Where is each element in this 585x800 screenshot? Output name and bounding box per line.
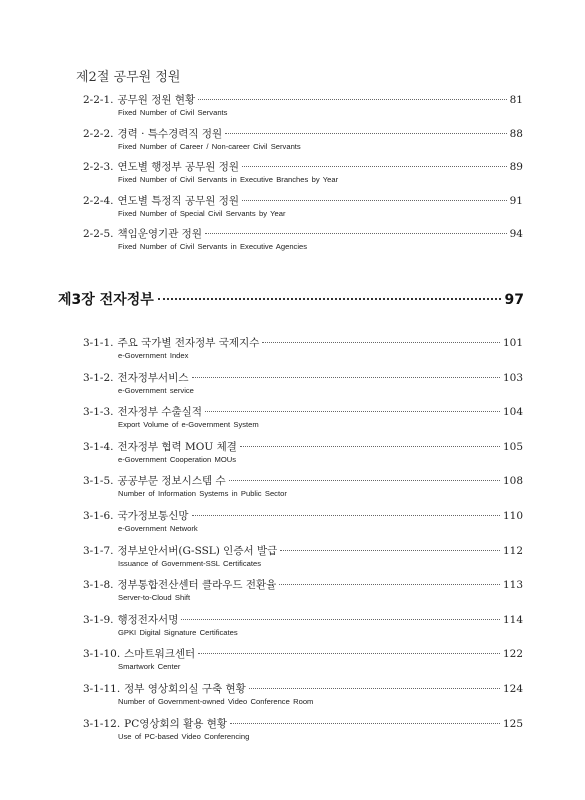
dot-leader xyxy=(279,583,500,585)
dot-leader xyxy=(181,618,500,620)
entry-number: 3-1-5. xyxy=(83,475,114,488)
entry-number: 3-1-7. xyxy=(83,544,114,557)
entry-page-number: 105 xyxy=(502,440,523,453)
dot-leader xyxy=(205,232,507,234)
entry-title-korean: PC영상회의 활용 현황 xyxy=(124,717,228,730)
entry-title-korean: 공공부문 정보시스템 수 xyxy=(117,475,226,488)
dot-leader xyxy=(242,165,507,167)
entry-title-english: Fixed Number of Special Civil Servants by Year xyxy=(118,208,286,218)
chapter-page-number: 97 xyxy=(504,292,524,308)
dot-leader xyxy=(242,199,507,201)
entry-title-english: Fixed Number of Civil Servants in Executive Branches by Year xyxy=(118,175,339,184)
entry-page-number: 122 xyxy=(502,648,523,661)
entry-page-number: 124 xyxy=(502,683,523,695)
entry-title-english: Export Volume of e-Government System xyxy=(118,420,259,430)
entry-page-number: 113 xyxy=(502,579,523,592)
entry-title-korean: 정부보안서버(G-SSL) 인증서 발급 xyxy=(117,544,278,557)
entry-title-english: e-Government Cooperation MOUs xyxy=(118,454,237,464)
dot-leader xyxy=(230,722,500,724)
toc-entry-line xyxy=(83,439,523,454)
chapter-title: 제3장 전자정부 xyxy=(58,292,154,308)
entry-title-korean: 전자정부서비스 xyxy=(117,371,189,384)
dot-leader xyxy=(225,132,507,134)
entry-title-english: Number of Government-owned Video Conference Room xyxy=(118,697,314,706)
entry-number: 2-2-3. xyxy=(83,161,114,173)
toc-entry-line xyxy=(83,126,523,141)
entry-page-number: 108 xyxy=(502,475,523,488)
dot-leader xyxy=(158,297,501,300)
entry-title-english: GPKI Digital Signature Certificates xyxy=(118,627,238,637)
dot-leader xyxy=(262,341,500,343)
entry-number: 2-2-1. xyxy=(83,94,114,106)
toc-entry-line xyxy=(83,681,523,696)
toc-entry-line xyxy=(83,577,523,592)
toc-entry-line xyxy=(83,404,523,419)
entry-title-english: Fixed Number of Civil Servants in Executive Agencies xyxy=(118,242,308,251)
entry-title-english: e-Government service xyxy=(118,385,194,395)
toc-entry-line xyxy=(83,370,523,385)
entry-title-english: Number of Information Systems in Public Sector xyxy=(118,489,287,499)
entry-title-korean: 정부 영상회의실 구축 현황 xyxy=(124,683,246,695)
entry-title-english: Use of PC-based Video Conferencing xyxy=(118,731,250,741)
entry-number: 3-1-4. xyxy=(83,440,114,453)
entry-page-number: 104 xyxy=(502,406,523,419)
entry-title-korean: 스마트워크센터 xyxy=(124,648,196,661)
entry-page-number: 112 xyxy=(502,544,523,557)
entry-page-number: 81 xyxy=(509,94,523,106)
toc-entry-line xyxy=(83,226,523,241)
dot-leader xyxy=(205,410,500,412)
chapter-heading xyxy=(58,289,524,309)
toc-entry-line xyxy=(83,473,523,488)
entry-title-english: Server-to-Cloud Shift xyxy=(118,593,191,603)
toc-entry-line xyxy=(83,159,523,174)
dot-leader xyxy=(192,376,500,378)
toc-entry-line xyxy=(83,716,523,731)
entry-title-korean: 정부통합전산센터 클라우드 전환율 xyxy=(117,579,277,592)
entry-page-number: 88 xyxy=(509,127,523,140)
entry-title-english: Fixed Number of Career / Non-career Civil Servants xyxy=(118,141,301,151)
entry-number: 3-1-6. xyxy=(83,510,114,522)
entry-page-number: 125 xyxy=(502,717,523,730)
entry-number: 3-1-11. xyxy=(83,683,121,695)
dot-leader xyxy=(198,652,500,654)
entry-title-korean: 연도별 행정부 공무원 정원 xyxy=(117,161,240,173)
entry-title-korean: 국가정보통신망 xyxy=(117,510,189,522)
entry-page-number: 89 xyxy=(509,161,523,173)
entry-page-number: 101 xyxy=(502,337,523,349)
entry-page-number: 110 xyxy=(502,510,523,522)
entry-number: 3-1-12. xyxy=(83,717,121,730)
entry-number: 3-1-1. xyxy=(83,337,114,349)
entry-title-english: Fixed Number of Civil Servants xyxy=(118,108,228,117)
entry-title-korean: 책임운영기관 정원 xyxy=(117,228,202,240)
entry-page-number: 94 xyxy=(509,228,523,240)
entry-title-korean: 경력 · 특수경력직 정원 xyxy=(117,127,223,140)
toc-entry-line xyxy=(83,335,523,350)
toc-entry-line xyxy=(83,193,523,208)
entry-title-korean: 전자정부 협력 MOU 체결 xyxy=(117,440,237,453)
entry-title-english: e-Government Network xyxy=(118,524,198,533)
toc-entry-line xyxy=(83,646,523,661)
dot-leader xyxy=(229,479,500,481)
entry-title-korean: 전자정부 수출실적 xyxy=(117,406,202,419)
entry-title-korean: 행정전자서명 xyxy=(117,613,179,626)
entry-title-english: Issuance of Government-SSL Certificates xyxy=(118,558,262,568)
entry-number: 2-2-5. xyxy=(83,228,114,240)
entry-page-number: 91 xyxy=(509,194,523,207)
dot-leader xyxy=(198,98,506,100)
dot-leader xyxy=(192,514,500,516)
dot-leader xyxy=(249,687,500,689)
entry-title-english: e-Government Index xyxy=(118,351,189,360)
entry-number: 2-2-2. xyxy=(83,127,114,140)
toc-entry-line xyxy=(83,508,523,523)
entry-number: 3-1-10. xyxy=(83,648,121,661)
entry-number: 3-1-8. xyxy=(83,579,114,592)
entry-title-english: Smartwork Center xyxy=(118,662,181,672)
toc-entry-line xyxy=(83,543,523,558)
entry-page-number: 114 xyxy=(502,613,523,626)
dot-leader xyxy=(280,549,500,551)
entry-number: 2-2-4. xyxy=(83,194,114,207)
entry-number: 3-1-2. xyxy=(83,371,114,384)
toc-entry-line xyxy=(83,92,523,107)
entry-title-korean: 공무원 정원 현황 xyxy=(117,94,196,106)
entry-number: 3-1-9. xyxy=(83,613,114,626)
entry-title-korean: 연도별 특정직 공무원 정원 xyxy=(117,194,240,207)
toc-entry-line xyxy=(83,612,523,627)
section-title: 제2절 공무원 정원 xyxy=(76,70,181,85)
dot-leader xyxy=(240,445,500,447)
entry-number: 3-1-3. xyxy=(83,406,114,419)
entry-page-number: 103 xyxy=(502,371,523,384)
entry-title-korean: 주요 국가별 전자정부 국제지수 xyxy=(117,337,260,349)
